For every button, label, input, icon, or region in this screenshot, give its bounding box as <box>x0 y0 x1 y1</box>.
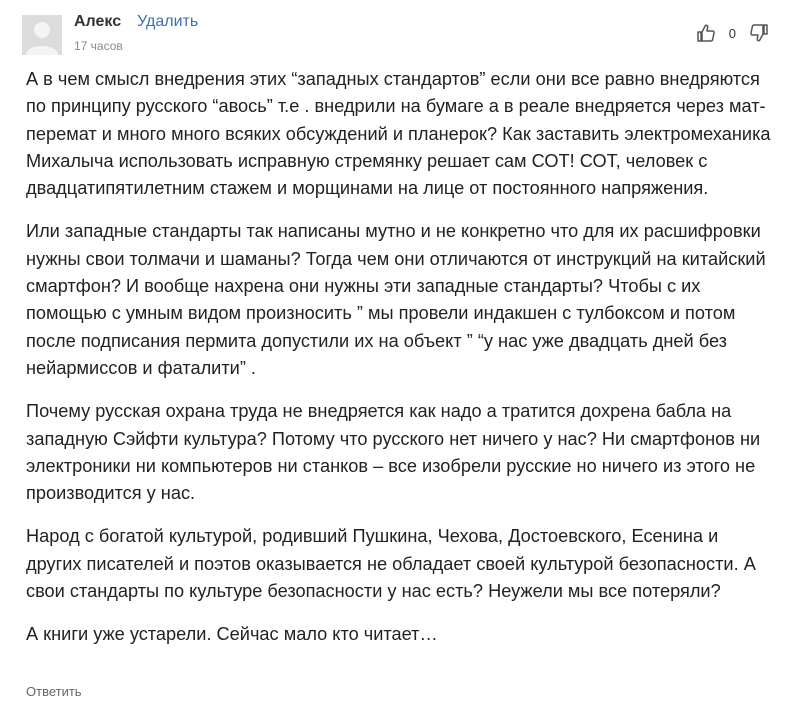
avatar[interactable] <box>22 15 62 55</box>
vote-controls <box>695 22 770 44</box>
comment-paragraph: А книги уже устарели. Сейчас мало кто читает… <box>26 624 438 645</box>
comment-paragraph: Народ с богатой культурой, родивший Пушкина, Чехова, Достоевского, Есенина и других писателей и поэтов оказывается не обладает своей культурой безопасности. А свои стандарты по культуре безопасности у нас есть? Неужели мы все потеряли? <box>26 526 756 602</box>
dislike-button[interactable] <box>748 22 770 44</box>
comment-paragraph: А в чем смысл внедрения этих “западных стандартов” если они все равно внедряются по принципу русского “авось” т.е . внедрили на бумаге а в реале внедряется через мат-перемат и много много всяких обсуждений и планерок? Как заставить электромеханика Михалыча использовать исправную стремянку решает сам СОТ! СОТ, человек с двадцатипятилетним стажем и морщинами на лице от постоянного напряжения. <box>26 69 771 199</box>
comment-body <box>26 66 776 649</box>
reply-button[interactable]: Ответить <box>26 684 82 699</box>
comment-header <box>74 13 198 31</box>
like-button[interactable] <box>695 22 717 44</box>
vote-count: 0 <box>728 25 736 41</box>
comment-paragraph: Почему русская охрана труда не внедряется как надо а тратится дохрена бабла на западную Сэйфти культура? Потому что русского нет ничего у нас? Ни смартфонов ни электроники ни компьютеров ни станков – все изобрели русские но ничего из этого не производится у нас. <box>26 401 761 504</box>
comment-paragraph: Или западные стандарты так написаны мутно и не конкретно что для их расшифровки нужны свои толмачи и шаманы? Тогда чем они отличаются от инструкций на китайский смартфон? И вообще нахрена они нужны эти западные стандарты? Чтобы с их помощью с умным видом произносить ” мы провели индакшен с тулбоксом и потом после подписания пермита допустили их на объект ” “у нас уже двадцать дней без нейармиссов и фаталити” . <box>26 221 766 378</box>
thumbs-down-icon <box>749 23 769 43</box>
user-avatar-icon <box>22 15 62 55</box>
delete-link[interactable]: Удалить <box>137 13 199 30</box>
author-name[interactable]: Алекс <box>74 13 122 30</box>
comment-timestamp: 17 часов <box>74 39 123 53</box>
thumbs-up-icon <box>696 23 716 43</box>
